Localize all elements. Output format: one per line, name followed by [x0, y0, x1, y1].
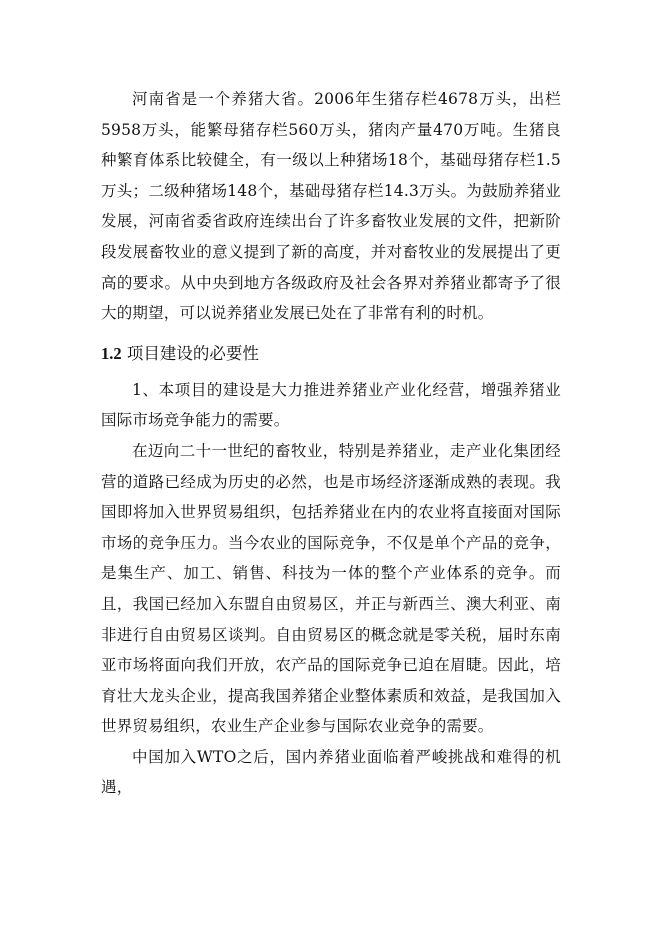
- paragraph-industrialization: 在迈向二十一世纪的畜牧业，特别是养猪业，走产业化集团经营的道路已经成为历史的必然，也是市场经济逐渐成熟的表现。我国即将加入世界贸易组织，包括养猪业在内的农业将直接面对国际市场的竞争压力。当今农业的国际竞争，不仅是单个产品的竞争，是集生产、加工、销售、科技为一体的整个产业体系的竞争。而且，我国已经加入东盟自由贸易区，并正与新西兰、澳大利亚、南非进行自由贸易区谈判。自由贸易区的概念就是零关税，届时东南亚市场将面向我们开放，农产品的国际竞争已迫在眉睫。因此，培育壮大龙头企业，提高我国养猪企业整体素质和效益，是我国加入世界贸易组织，农业生产企业参与国际农业竞争的需要。: [101, 441, 561, 736]
- paragraph-wto: 中国加入WTO之后，国内养猪业面临着严峻挑战和难得的机遇，: [101, 747, 561, 797]
- paragraph-point-one: 1、本项目的建设是大力推进养猪业产业化经营，增强养猪业国际市场竞争能力的需要。: [101, 380, 561, 430]
- paragraph-henan-overview: 河南省是一个养猪大省。2006年生猪存栏4678万头，出栏5958万头，能繁母猪存栏560万头，猪肉产量470万吨。生猪良种繁育体系比较健全，有一级以上种猪场18个，基础母猪存栏1.5万头；二级种猪场148个，基础母猪存栏14.3万头。为鼓励养猪业发展，河南省委省政府连续出台了许多畜牧业发展的文件，把新阶段发展畜牧业的意义提到了新的高度，并对畜牧业的发展提出了更高的要求。从中央到地方各级政府及社会各界对养猪业都寄予了很大的期望，可以说养猪业发展已处在了非常有利的时机。: [101, 90, 561, 323]
- document-page: [101, 84, 561, 803]
- section-heading-number: 1.2: [101, 343, 122, 363]
- section-heading: [101, 339, 561, 369]
- section-heading-title: 项目建设的必要性: [121, 343, 259, 363]
